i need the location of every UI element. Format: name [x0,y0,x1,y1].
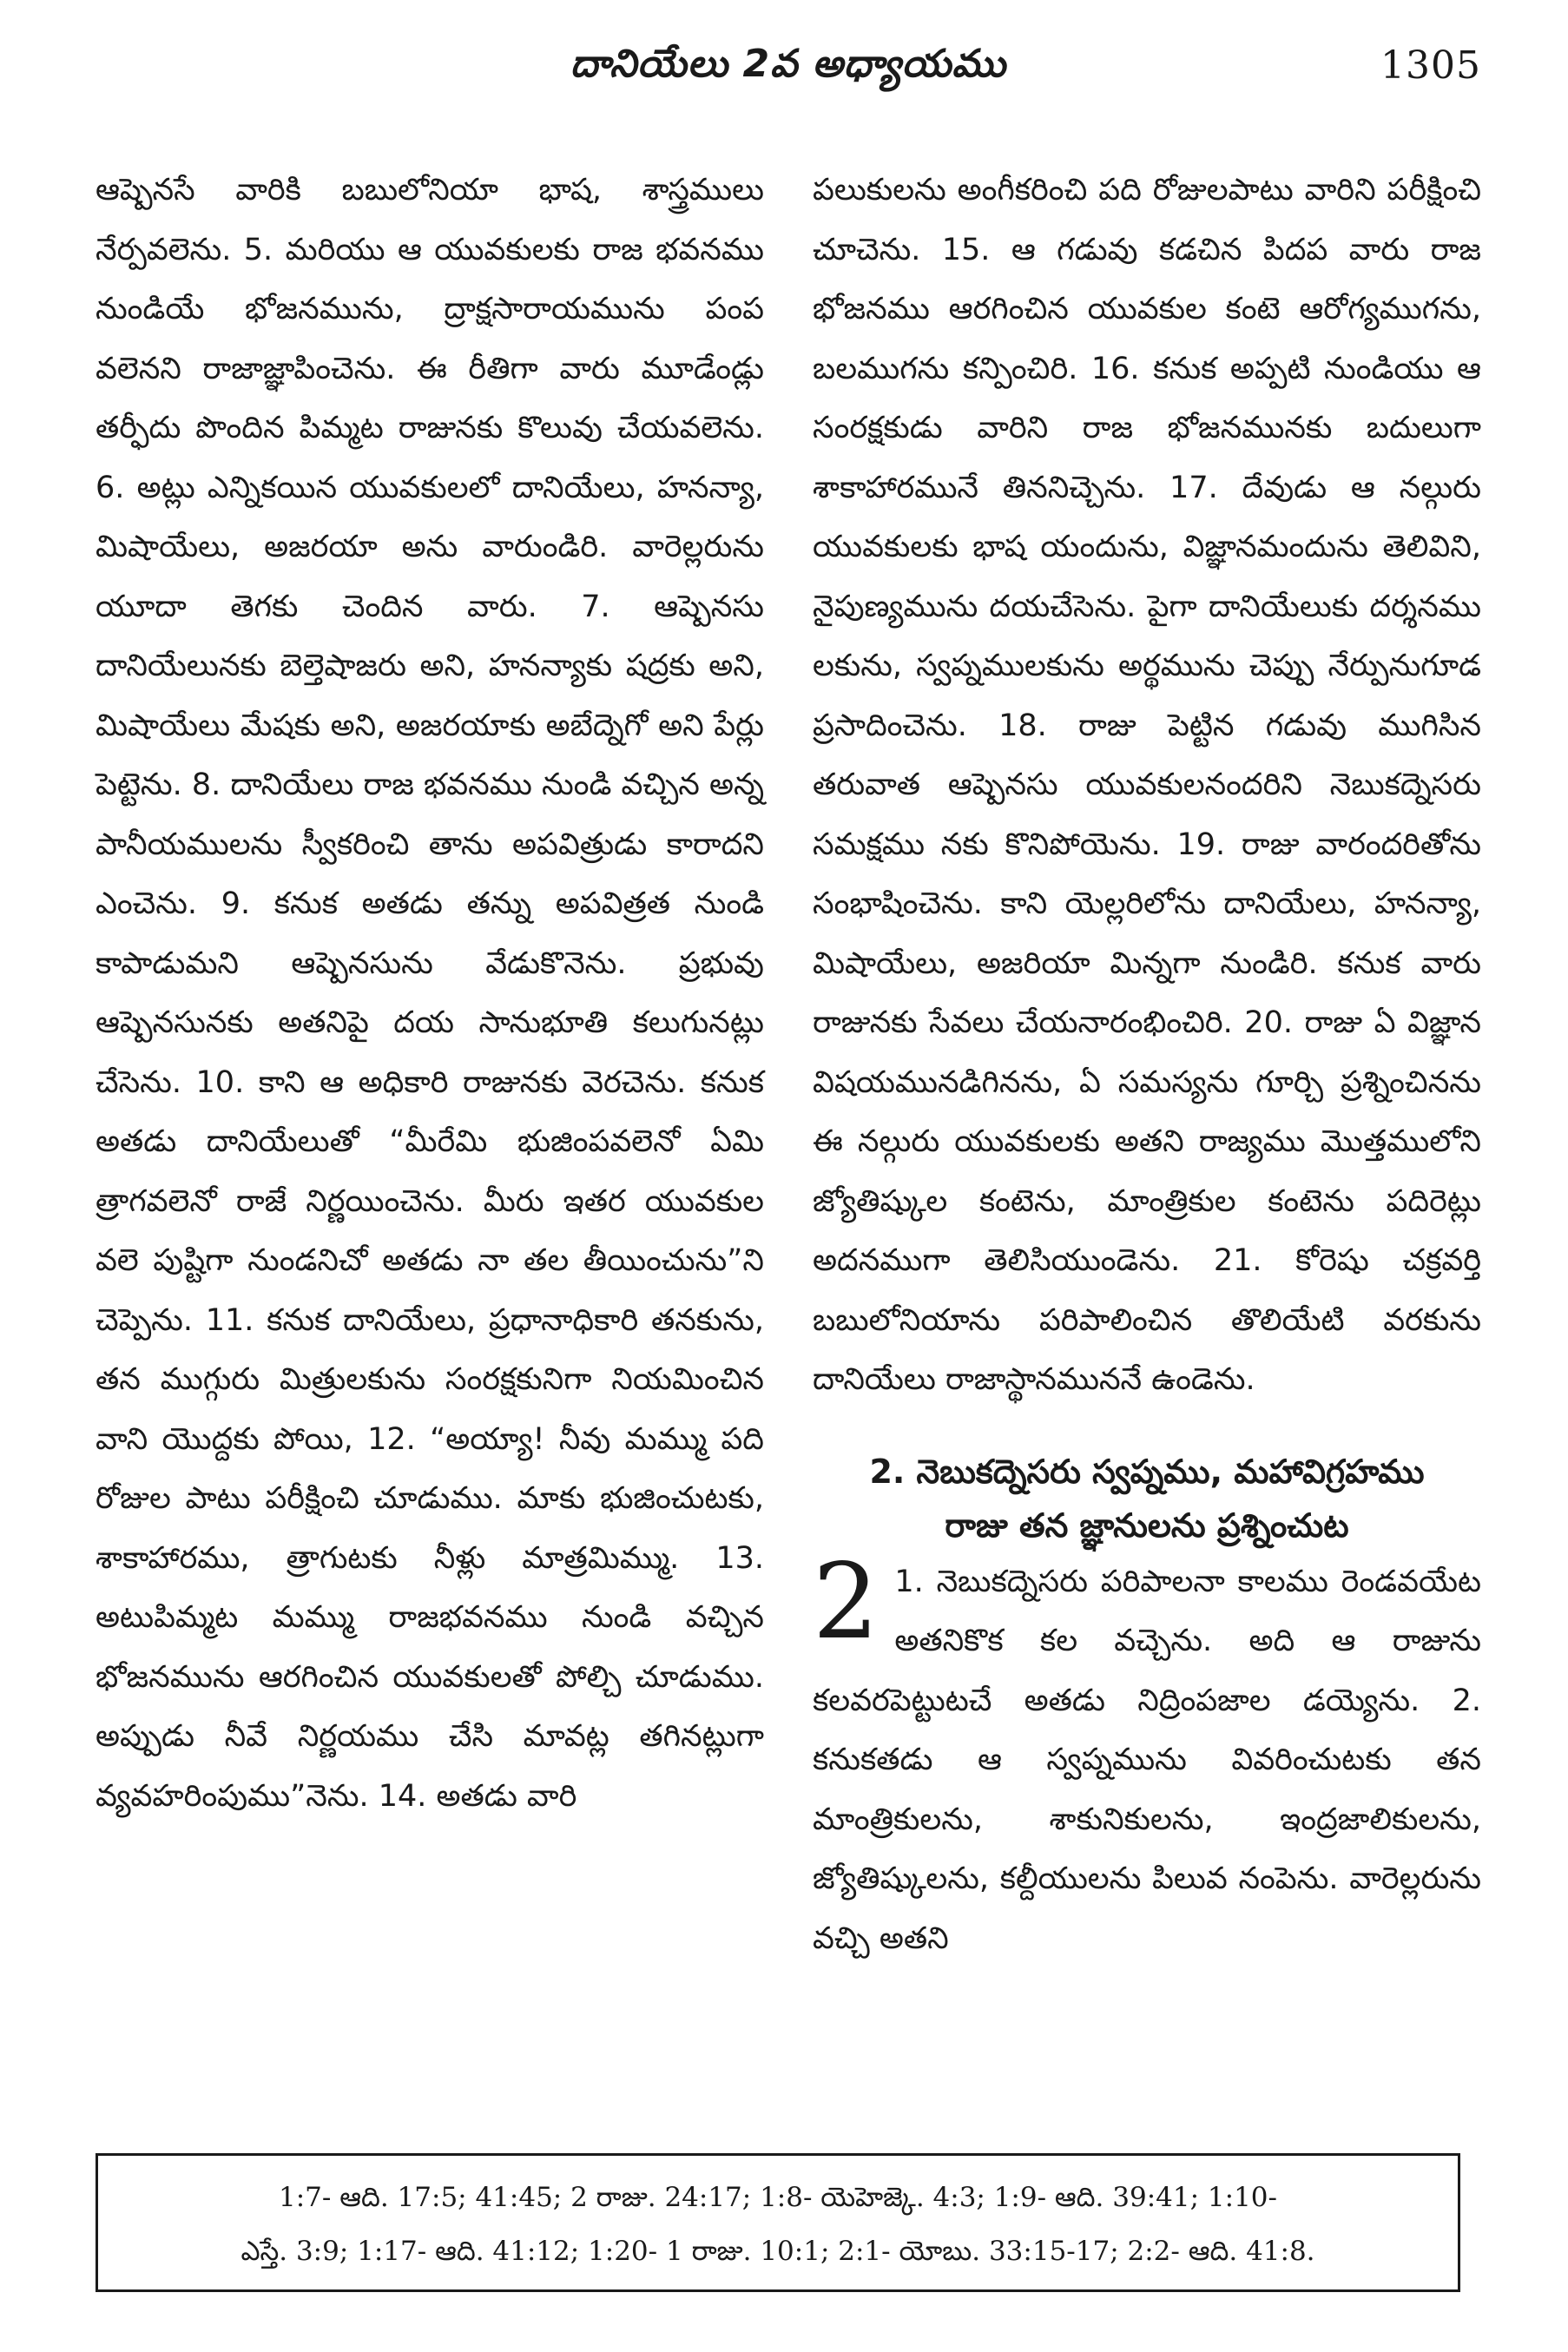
body-paragraph: ఆష్పెనసే వారికి బబులోనియా భాష, శాస్త్రములు నేర్పవలెను. 5. మరియు ఆ యువకులకు రాజ భవనము నుండియే భోజనమును, ద్రాక్షసారాయమును పంప వలెనని రాజాజ్ఞాపించెను. ఈ రీతిగా వారు మూడేండ్లు తర్ఫీదు పొందిన పిమ్మట రాజునకు కొలువు చేయవలెను. 6. అట్లు ఎన్నికయిన యువకులలో దానియేలు, హనన్యా, మిషాయేలు, అజరయా అను వారుండిరి. వారెల్లరును యూదా తెగకు చెందిన వారు. 7. ఆష్పెనసు దానియేలునకు బెల్తెషాజరు అని, హనన్యాకు షద్రకు అని, మిషాయేలు మేషకు అని, అజరయాకు అబేద్నెగో అని పేర్లు పెట్టెను. 8. దానియేలు రాజ భవనము నుండి వచ్చిన అన్న పానీయములను స్వీకరించి తాను అపవిత్రుడు కారాదని ఎంచెను. 9. కనుక అతడు తన్ను అపవిత్రత నుండి కాపాడుమని ఆష్పెనసును వేడుకొనెను. ప్రభువు ఆష్పెనసునకు అతనిపై దయ సానుభూతి కలుగునట్లు చేసెను. 10. కాని ఆ అధికారి రాజునకు వెరచెను. కనుక అతడు దానియేలుతో “మీరేమి భుజింపవలెనో ఏమి త్రాగవలెనో రాజే నిర్ణయించెను. మీరు ఇతర యువకుల వలె పుష్టిగా నుండనిచో అతడు నా తల తీయించును”ని చెప్పెను. 11. కనుక దానియేలు, ప్రధానాధికారి తనకును, తన ముగ్గురు మిత్రులకును సంరక్షకునిగా నియమించిన వాని యొద్దకు పోయి, 12. “అయ్యా! నీవు మమ్ము పది రోజుల పాటు పరీక్షించి చూడుము. మాకు భుజించుటకు, శాకాహారము, త్రాగుటకు నీళ్లు మాత్రమిమ్ము. 13. అటుపిమ్మట మమ్ము రాజభవనము నుండి వచ్చిన భోజనమును ఆరగించిన యువకులతో పోల్చి చూడుము. అప్పుడు నీవే నిర్ణయము చేసి మావట్ల తగినట్లుగా వ్యవహరింపుము”నెను. 14. అతడు వారి [96,173,764,1814]
right-column [813,161,1481,1968]
chapter-text: 1. నెబుకద్నెసరు పరిపాలనా కాలము రెండవయేట అతనికొక కల వచ్చెను. అది ఆ రాజును కలవరపెట్టుటచే అతడు నిద్రింపజాల డయ్యెను. 2. కనుకతడు ఆ స్వప్నమును వివరించుటకు తన మాంత్రికులను, శాకునికులను, ఇంద్రజాలికులను, జ్యోతిష్కులను, కల్దీయులను పిలువ నంపెను. వారెల్లరును వచ్చి అతని [813,1564,1481,1956]
running-title: దానియేలు 2వ అధ్యాయము [570,42,1007,86]
body-paragraph-continued: పలుకులను అంగీకరించి పది రోజులపాటు వారిని పరీక్షించి చూచెను. 15. ఆ గడువు కడచిన పిదప వారు రాజ భోజనము ఆరగించిన యువకుల కంటె ఆరోగ్యముగను, బలముగను కన్పించిరి. 16. కనుక అప్పటి నుండియు ఆ సంరక్షకుడు వారిని రాజ భోజనమునకు బదులుగా శాకాహారమునే తిననిచ్చెను. 17. దేవుడు ఆ నల్గురు యువకులకు భాష యందును, విజ్ఞానమందును తెలివిని, నైపుణ్యమును దయచేసెను. పైగా దానియేలుకు దర్శనము లకును, స్వప్నములకును అర్థమును చెప్పు నేర్పునుగూడ ప్రసాదించెను. 18. రాజు పెట్టిన గడువు ముగిసిన తరువాత ఆష్పెనసు యువకులనందరిని నెబుకద్నెసరు సమక్షము నకు కొనిపోయెను. 19. రాజు వారందరితోను సంభాషించెను. కాని యెల్లరిలోను దానియేలు, హనన్యా, మిషాయేలు, అజరియా మిన్నగా నుండిరి. కనుక వారు రాజునకు సేవలు చేయనారంభించిరి. 20. రాజు ఏ విజ్ఞాన విషయమునడిగినను, ఏ సమస్యను గూర్చి ప్రశ్నించినను ఈ నల్గురు యువకులకు అతని రాజ్యము మొత్తములోని జ్యోతిష్కుల కంటెను, మాంత్రికుల కంటెను పదిరెట్లు అదనముగా తెలిసియుండెను. 21. కోరెషు చక్రవర్తి బబులోనియాను పరిపాలించిన తొలియేటి వరకును దానియేలు రాజాస్థానముననే ఉండెను. [813,173,1481,1397]
page-header [96,42,1481,102]
chapter-paragraph [813,1541,1481,1969]
page-number: 1305 [1380,43,1481,88]
section-heading [813,1445,1481,1552]
cross-reference-line: 1:7- ఆది. 17:5; 41:45; 2 రాజు. 24:17; 1:8- యెహెజ్కె. 4:3; 1:9- ఆది. 39:41; 1:10- [279,2182,1277,2213]
section-heading-line2: రాజు తన జ్ఞానులను ప్రశ్నించుట [945,1505,1349,1545]
chapter-number-drop-cap: 2 [813,1541,880,1663]
left-column [96,161,764,1826]
section-heading-line1: 2. నెబుకద్నెసరు స్వప్నము, మహావిగ్రహము [869,1452,1425,1491]
cross-reference-box [96,2153,1460,2292]
cross-reference-line: ఎస్తే. 3:9; 1:17- ఆది. 41:12; 1:20- 1 రాజు. 10:1; 2:1- యోబు. 33:15-17; 2:2- ఆది. 41:8. [240,2236,1315,2267]
